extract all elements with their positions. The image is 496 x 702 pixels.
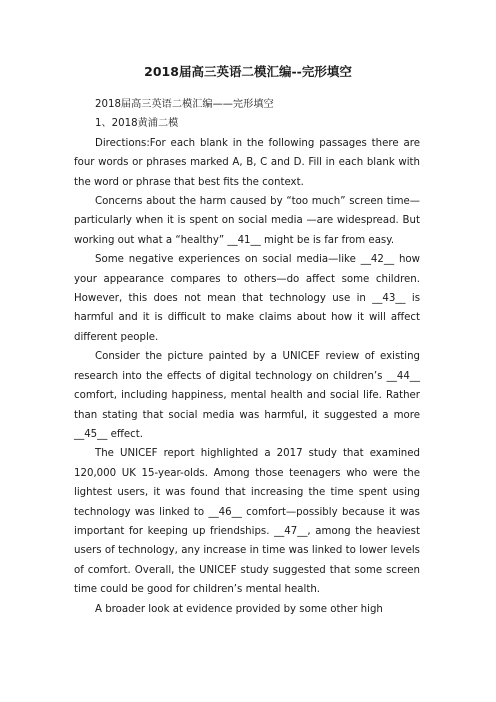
document-title: 2018届高三英语二模汇编--完形填空 (144, 64, 352, 79)
passage-paragraph-1: Concerns about the harm caused by “too much” screen time—particularly when it is spent on social media —are widespread. But working out what a “healthy” __41__ might be is far from easy. (74, 196, 420, 246)
subtitle-paragraph: 2018届高三英语二模汇编——完形填空 (95, 99, 274, 110)
passage-paragraph-5: A broader look at evidence provided by some other high (95, 603, 383, 615)
directions-paragraph: Directions:For each blank in the following passages there are four words or phrases marked A, B, C and D. Fill in each blank with the word or phrase that best fits the context. (74, 137, 420, 188)
passage-paragraph-3: Consider the picture painted by a UNICEF review of existing research into the effects of digital technology on children’s __44__ comfort, including happiness, mental health and social life. Rather than stating that social media was harmful, it suggested a more __45__ effect. (74, 351, 420, 440)
passage-paragraph-2: Some negative experiences on social media—like __42__ how your appearance compares to others—do affect some children. However, this does not mean that technology use in __43__ is harmful and it is difficult to make claims about how it will affect different people. (74, 254, 420, 343)
section-heading: 1、2018黄浦二模 (95, 118, 179, 130)
passage-paragraph-4: The UNICEF report highlighted a 2017 study that examined 120,000 UK 15-year-olds. Among those teenagers who were the lightest users, it was found that increasing the time spent using technology was linked to __46__ comfort—possibly because it was important for keeping up friendships. __47__, among the heaviest users of technology, any increase in time was linked to lower levels of comfort. Overall, the UNICEF study suggested that some screen time could be good for children’s mental health. (74, 448, 420, 596)
document-body (74, 95, 420, 619)
